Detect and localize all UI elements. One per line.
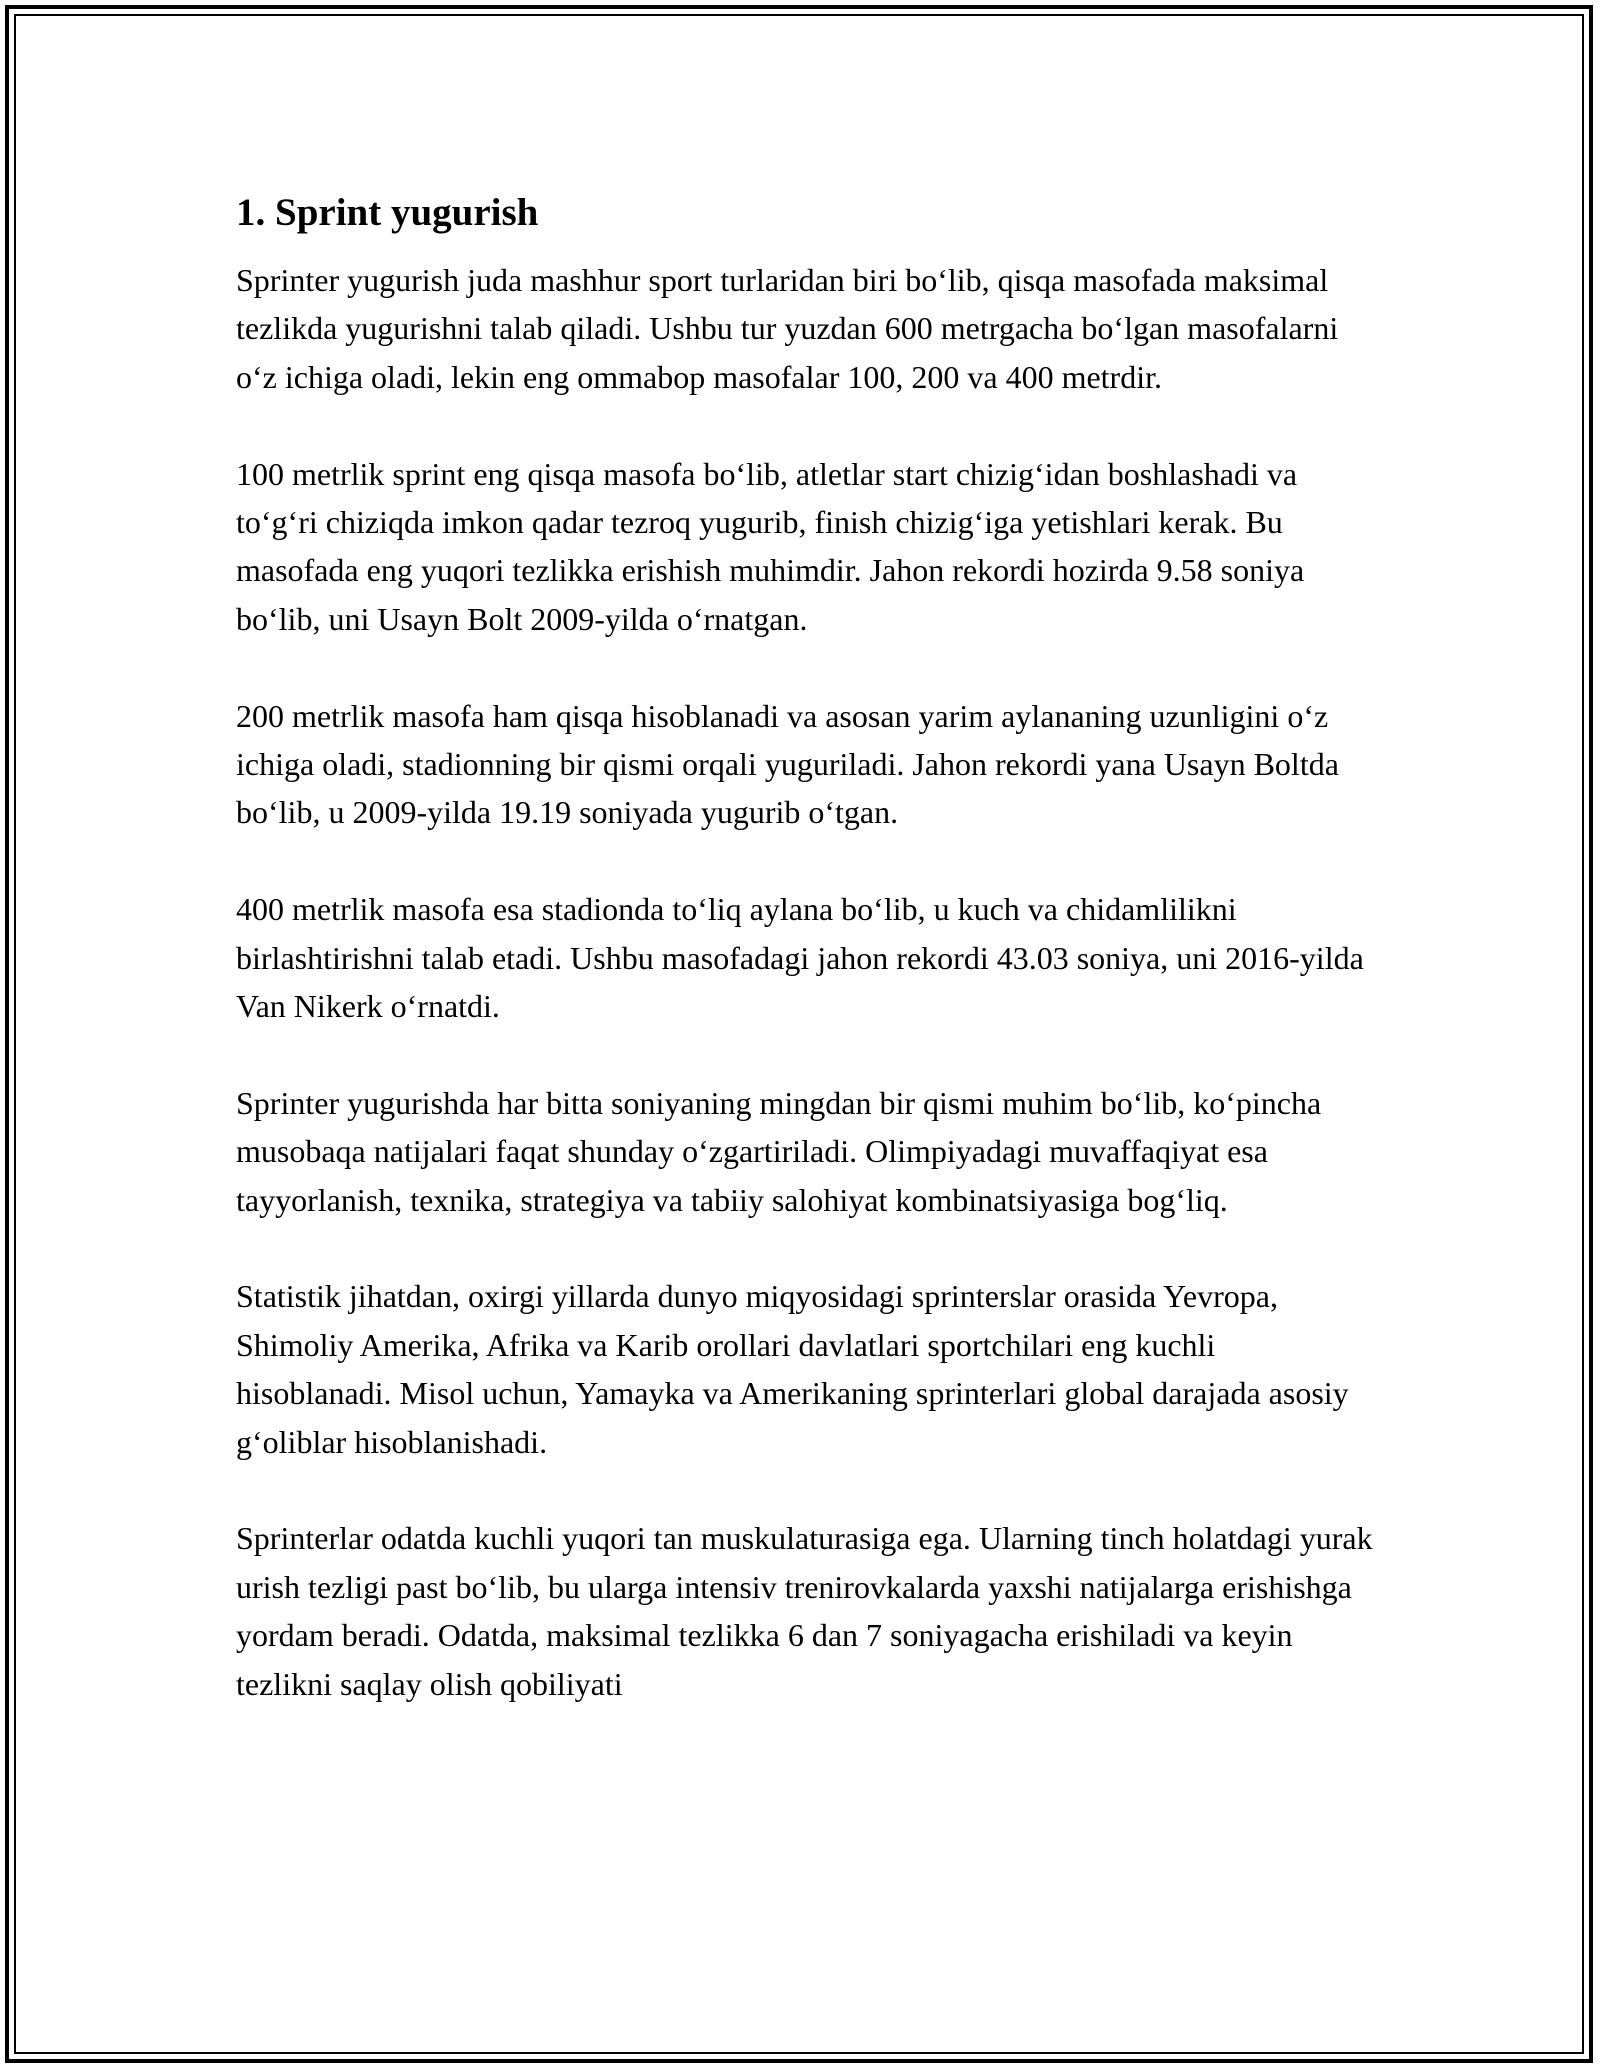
- paragraph-400m: 400 metrlik masofa esa stadionda toʻliq aylana boʻlib, u kuch va chidamlilikni birlashtirishni talab etadi. Ushbu masofadagi jahon rekordi 43.03 soniya, uni 2016-yilda Van Nikerk oʻrnatdi.: [236, 891, 1364, 1025]
- paragraph-200m: 200 metrlik masofa ham qisqa hisoblanadi va asosan yarim aylananing uzunligini oʻz ichiga oladi, stadionning bir qismi orqali yuguriladi. Jahon rekordi yana Usayn Boltda boʻlib, u 2009-yilda 19.19 soniyada yugurib oʻtgan.: [236, 697, 1339, 831]
- paragraph-physiology: Sprinterlar odatda kuchli yuqori tan muskulaturasiga ega. Ularning tinch holatdagi yurak urish tezligi past boʻlib, bu ularga intensiv trenirovkalarda yaxshi natijalarga erishishga yordam beradi. Odatda, maksimal tezlikka 6 dan 7 soniyagacha erishiladi va keyin tezlikni saqlay olish qobiliyati: [236, 1520, 1373, 1702]
- paragraph-100m: 100 metrlik sprint eng qisqa masofa boʻlib, atletlar start chizigʻidan boshlashadi va toʻgʻri chiziqda imkon qadar tezroq yugurib, finish chizigʻiga yetishlari kerak. Bu masofada eng yuqori tezlikka erishish muhimdir. Jahon rekordi hozirda 9.58 soniya boʻlib, uni Usayn Bolt 2009-yilda oʻrnatgan.: [236, 455, 1305, 637]
- paragraph-intro: Sprinter yugurish juda mashhur sport turlaridan biri boʻlib, qisqa masofada maksimal tezlikda yugurishni talab qiladi. Ushbu tur yuzdan 600 metrgacha boʻlgan masofalarni oʻz ichiga oladi, lekin eng ommabop masofalar 100, 200 va 400 metrdir.: [236, 262, 1339, 395]
- paragraph-statistics: Statistik jihatdan, oxirgi yillarda dunyo miqyosidagi sprinterslar orasida Yevropa, Shimoliy Amerika, Afrika va Karib orollari davlatlari sportchilari eng kuchli hisoblanadi. Misol uchun, Yamayka va Amerikaning sprinterlari global darajada asosiy gʻoliblar hisoblanishadi.: [236, 1278, 1349, 1460]
- section-heading: 1. Sprint yugurish: [236, 191, 539, 234]
- document-body: [236, 188, 1376, 1708]
- paragraph-timing: Sprinter yugurishda har bitta soniyaning mingdan bir qismi muhim boʻlib, koʻpincha musobaqa natijalari faqat shunday oʻzgartiriladi. Olimpiyadagi muvaffaqiyat esa tayyorlanish, texnika, strategiya va tabiiy salohiyat kombinatsiyasiga bogʻliq.: [236, 1084, 1322, 1218]
